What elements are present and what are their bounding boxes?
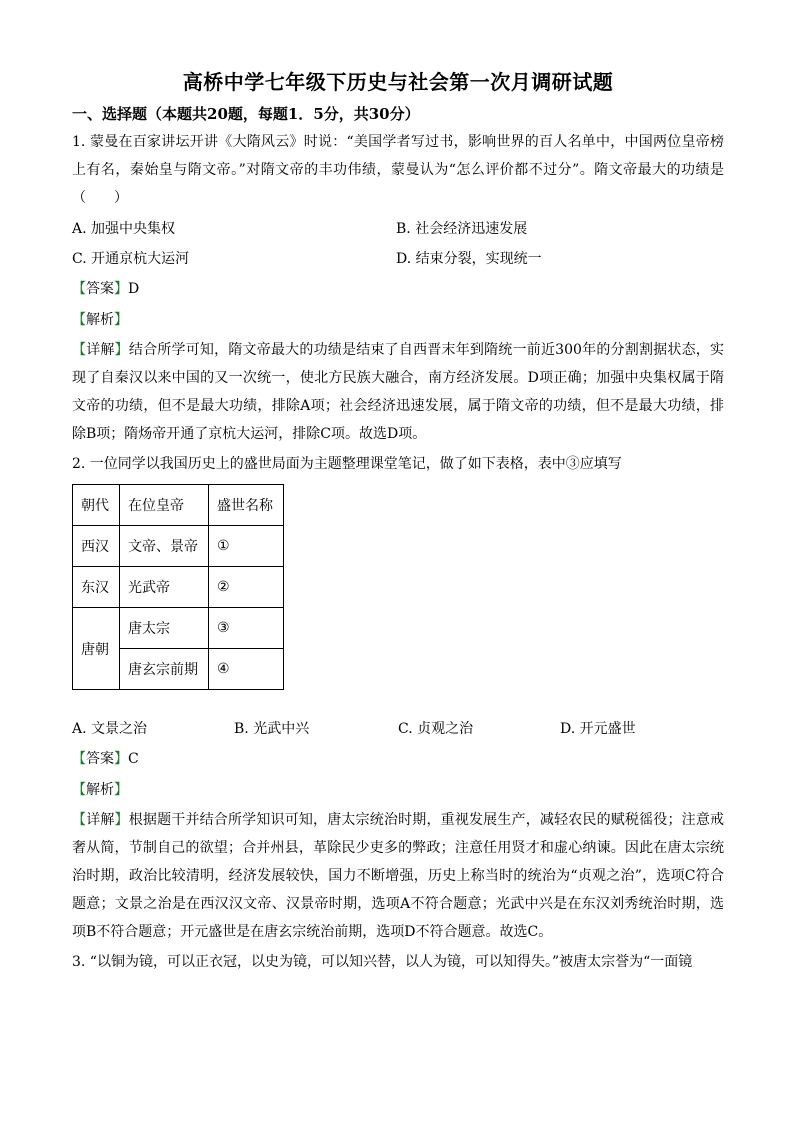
table-row (73, 567, 284, 608)
table-row (73, 526, 284, 567)
question-2-options (72, 714, 724, 744)
table-cell: 唐朝 (73, 608, 120, 690)
table-cell: ④ (209, 649, 284, 690)
question-1-text: 1. 蒙曼在百家讲坛开讲《大隋风云》时说：“美国学者写过书，影响世界的百人名单中，中国两位皇帝榜上有名，秦始皇与隋文帝。”对隋文帝的丰功伟绩，蒙曼认为“怎么评价都不过分”。隋文帝最大的功绩是（ ） (72, 134, 724, 206)
option-c: C. 开通京杭大运河 (72, 251, 190, 267)
section-heading: 一、选择题（本题共20题，每题1．5分，共30分） (72, 105, 420, 123)
option-a: A. 加强中央集权 (72, 221, 176, 237)
analysis-label: 解析 (86, 782, 114, 798)
table-row (73, 608, 284, 649)
table-cell: 光武帝 (120, 567, 209, 608)
question-2-text: 2. 一位同学以我国历史上的盛世局面为主题整理课堂笔记，做了如下表格，表中③应填写 (72, 456, 622, 472)
table-header-cell: 在位皇帝 (120, 485, 209, 526)
table-header-cell: 盛世名称 (209, 485, 284, 526)
table-cell: 西汉 (73, 526, 120, 567)
answer-label: 答案 (86, 751, 114, 767)
table-header-row (73, 485, 284, 526)
answer-line: 【答案】D (72, 281, 140, 297)
answer-label: 答案 (86, 281, 114, 297)
table-cell: 唐玄宗前期 (120, 649, 209, 690)
table-cell: ① (209, 526, 284, 567)
table-cell: ③ (209, 608, 284, 649)
table-cell: 文帝、景帝 (120, 526, 209, 567)
option-b: B. 光武中兴 (234, 721, 310, 737)
question-1-options (72, 214, 724, 274)
detail-text: 根据题干并结合所学知识可知，唐太宗统治时期，重视发展生产，减轻农民的赋税徭役；注意戒奢从简，节制自己的欲望；合并州县，革除民少吏多的弊政；注意任用贤才和虚心纳谏。因此在唐太宗统治时期，政治比较清明，经济发展较快，国力不断增强，历史上称当时的统治为“贞观之治”，选项C符合题意；文景之治是在西汉汉文帝、汉景帝时期，选项A不符合题意；光武中兴是在东汉刘秀统治时期，选项B不符合题意；开元盛世是在唐玄宗统治前期，选项D不符合题意。故选C。 (72, 812, 725, 940)
answer-value: D (128, 281, 140, 297)
option-a: A. 文景之治 (72, 721, 148, 737)
detail-paragraph: 【详解】根据题干并结合所学知识可知，唐太宗统治时期，重视发展生产，减轻农民的赋税徭役；注意戒奢从简，节制自己的欲望；合并州县，革除民少吏多的弊政；注意任用贤才和虚心纳谏。因此在唐太宗统治时期，政治比较清明，经济发展较快，国力不断增强，历史上称当时的统治为“贞观之治”，选项C符合题意；文景之治是在西汉汉文帝、汉景帝时期，选项A不符合题意；光武中兴是在东汉刘秀统治时期，选项B不符合题意；开元盛世是在唐玄宗统治前期，选项D不符合题意。故选C。 (72, 812, 725, 940)
question-3-text: 3. “以铜为镜，可以正衣冠，以史为镜，可以知兴替，以人为镜，可以知得失。”被唐太宗誉为“一面镜 (72, 954, 693, 970)
dynasty-table (72, 484, 284, 690)
exam-page (72, 68, 724, 976)
analysis-line: 【解析】 (72, 782, 128, 798)
table-header-cell: 朝代 (73, 485, 120, 526)
analysis-line: 【解析】 (72, 312, 128, 328)
table-cell: 东汉 (73, 567, 120, 608)
detail-text: 结合所学可知，隋文帝最大的功绩是结束了自西晋末年到隋统一前近300年的分割割据状态，实现了自秦汉以来中国的又一次统一，使北方民族大融合，南方经济发展。D项正确；加强中央集权属于隋文帝的功绩，但不是最大功绩，排除A项；社会经济迅速发展，属于隋文帝的功绩，但不是最大功绩，排除B项；隋炀帝开通了京杭大运河，排除C项。故选D项。 (72, 342, 725, 442)
detail-label: 详解 (86, 812, 115, 828)
option-b: B. 社会经济迅速发展 (396, 221, 528, 237)
option-d: D. 开元盛世 (560, 721, 636, 737)
option-d: D. 结束分裂，实现统一 (396, 251, 542, 267)
detail-paragraph: 【详解】结合所学可知，隋文帝最大的功绩是结束了自西晋末年到隋统一前近300年的分割割据状态，实现了自秦汉以来中国的又一次统一，使北方民族大融合，南方经济发展。D项正确；加强中央集权属于隋文帝的功绩，但不是最大功绩，排除A项；社会经济迅速发展，属于隋文帝的功绩，但不是最大功绩，排除B项；隋炀帝开通了京杭大运河，排除C项。故选D项。 (72, 342, 725, 442)
option-c: C. 贞观之治 (398, 721, 474, 737)
analysis-label: 解析 (86, 312, 114, 328)
answer-line: 【答案】C (72, 751, 139, 767)
exam-title: 高桥中学七年级下历史与社会第一次月调研试题 (182, 70, 614, 94)
table-cell: ② (209, 567, 284, 608)
detail-label: 详解 (86, 342, 115, 358)
table-cell: 唐太宗 (120, 608, 209, 649)
answer-value: C (128, 751, 139, 767)
